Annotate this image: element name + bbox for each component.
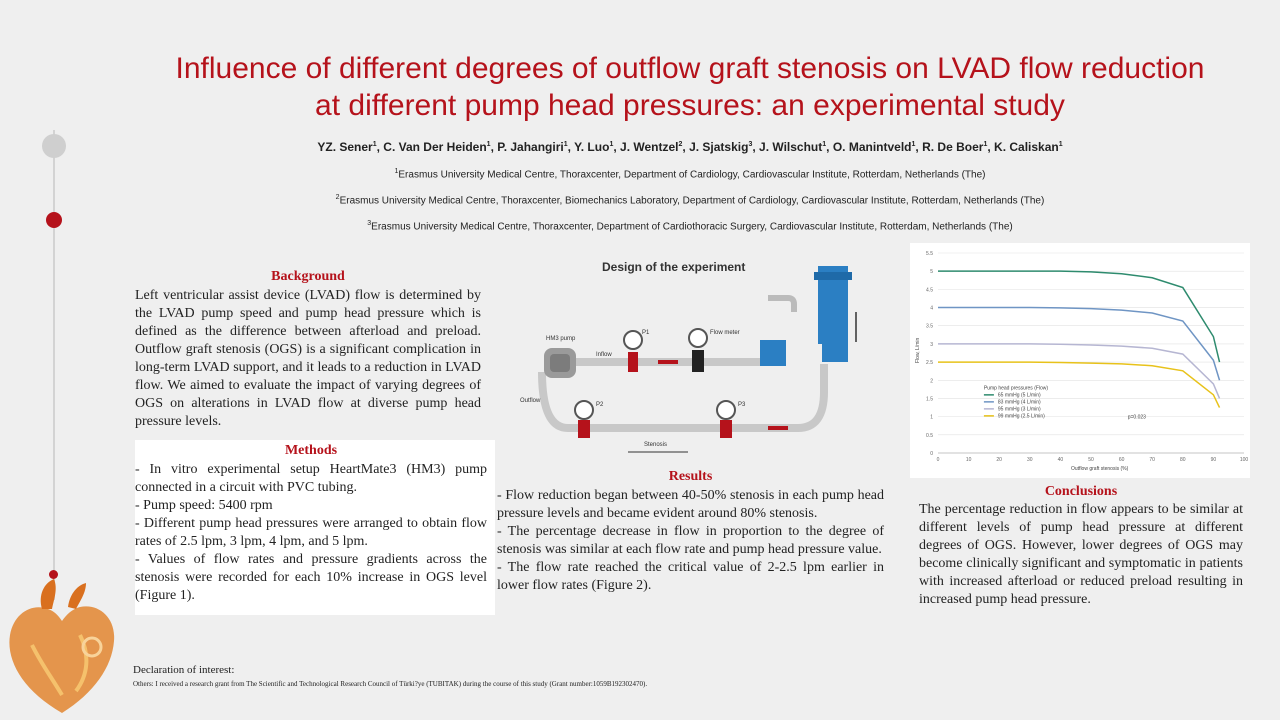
x-tick-label: 50 [1088,457,1094,463]
author-name: YZ. Sener$^1$ [317,140,377,154]
x-tick-label: 70 [1149,457,1155,463]
affiliation-1: $^1$Erasmus University Medical Centre, Thoraxcenter, Department of Cardiology, Cardiovascular Institute, Rotterdam, Netherlands (The) [394,168,986,181]
x-tick-label: 60 [1118,457,1125,463]
timeline-dot [42,134,66,158]
y-tick-label: 1 [930,414,933,421]
background-text: Left ventricular assist device (LVAD) flow is determined by the LVAD pump speed and pump head pressure which is defined as the difference between afterload and preload. Outflow graft stenosis (OGS) is a significant complication in long-term LVAD support, and it leads to a reduction in LVAD flow. We aimed to evaluate the impact of varying degrees of OGS on alterations in LVAD flow at diverse pump head pressure levels. [135,288,481,429]
p1-label: P1 [642,330,650,336]
y-tick-label: 3.5 [926,323,933,330]
y-tick-label: 2 [930,378,933,385]
declaration-text: Others: I received a research grant from The Scientific and Technological Research Council of Türki?ye (TUBITAK) during the course of this study (Grant number:1059B192302470). [133,680,648,688]
y-tick-label: 2.5 [926,360,933,367]
conclusions-heading: Conclusions [1044,484,1118,499]
affiliation-3: $^3$Erasmus University Medical Centre, Thoraxcenter, Department of Cardiothoracic Surgery, Cardiovascular Institute, Rotterdam, Netherlands (The) [367,220,1013,233]
background-heading: Background [271,269,345,284]
list-item: - Different pump head pressures were arranged to obtain flow rates of 2.5 lpm, 3 lpm, 4 lpm, and 5 lpm. [135,516,487,549]
y-tick-label: 5.5 [926,251,933,257]
list-item: - The percentage decrease in flow in proportion to the degree of stenosis was similar at each flow rate and pump head pressure value. [497,524,884,557]
flow-chart [910,243,1250,478]
x-tick-label: 100 [1239,457,1249,463]
methods-heading: Methods [284,443,338,458]
p3-label: P3 [738,402,746,408]
timeline-line [53,130,55,600]
list-item: - Pump speed: 5400 rpm [135,498,273,513]
y-tick-label: 4 [930,305,933,312]
flow-meter-label: Flow meter [710,330,740,336]
methods-list [135,461,487,605]
timeline-dot [46,212,62,228]
legend-label: 95 mmHg (3 L/min) [997,406,1041,413]
author-name: Y. Luo$^1$ [574,140,614,154]
y-tick-label: 5 [930,269,933,276]
y-tick-label: 3 [930,341,933,348]
author-name: J. Wentzel$^2$ [620,140,683,154]
conclusions-text: The percentage reduction in flow appears to be similar at different levels of pump head pressure at different degrees of OGS. However, lower degrees of OGS may become clinically significant and symptomatic in patients with increased afterload or reduced preload resulting in increased pump head pressure. [919,502,1243,607]
x-tick-label: 40 [1057,457,1064,463]
list-item: - In vitro experimental setup HeartMate3 (HM3) pump connected in a circuit with PVC tubing. [135,462,487,495]
list-item: - Flow reduction began between 40-50% stenosis in each pump head pressure levels and became evident around 80% stenosis. [497,488,884,521]
author-name: R. De Boer$^1$ [922,140,988,154]
stenosis-label: Stenosis [644,442,668,448]
legend-title: Pump head pressures (Flow) [983,385,1049,392]
x-axis-label: Outflow graft stenosis (%) [1071,466,1129,472]
heart-icon [2,575,122,720]
x-tick-label: 80 [1180,457,1186,463]
author-name: J. Sjatskig$^3$ [689,140,753,154]
list-item: - The flow rate reached the critical value of 2-2.5 lpm earlier in lower flow rates (Figure 2). [497,560,884,593]
author-name: O. Manintveld$^1$ [832,140,916,154]
author-name: P. Jahangiri$^1$ [497,140,568,154]
pump-label: HM3 pump [546,336,576,342]
x-tick-label: 20 [996,457,1002,463]
y-tick-label: 0.5 [926,432,933,439]
author-list: YZ. Sener$^1$, C. Van Der Heiden$^1$, P. Jahangiri$^1$, Y. Luo$^1$, J. Wentzel$^2$, J. Sjatskig$^3$, J. Wilschut$^1$, O. Manintveld$^1$, R. De Boer$^1$, K. Caliskan$^1$ [317,140,1063,154]
x-tick-label: 30 [1027,457,1033,463]
inflow-label: Inflow [596,352,612,358]
results-list [497,487,884,595]
author-name: J. Wilschut$^1$ [759,140,827,154]
author-name: C. Van Der Heiden$^1$ [383,140,491,154]
p-value-annotation: p=0.023 [1127,414,1146,421]
affiliation-2: $^2$Erasmus University Medical Centre, Thoraxcenter, Biomechanics Laboratory, Department of Cardiology, Cardiovascular Institute, Rotterdam, Netherlands (The) [335,194,1045,207]
list-item: - Values of flow rates and pressure gradients across the stenosis were recorded for each 10% increase in OGS level (Figure 1). [135,552,487,603]
legend-label: 83 mmHg (4 L/min) [997,399,1041,406]
outflow-label: Outflow [520,398,541,404]
x-tick-label: 0 [936,457,940,463]
p2-label: P2 [596,402,604,408]
y-tick-label: 1.5 [926,396,933,403]
x-tick-label: 10 [965,457,972,463]
legend-label: 99 mmHg (2.5 L/min) [997,413,1045,420]
declaration-heading: Declaration of interest: [133,664,235,676]
x-tick-label: 90 [1210,457,1217,463]
design-title: Design of the experiment [602,260,746,274]
legend-label: 65 mmHg (5 L/min) [997,392,1041,399]
results-heading: Results [668,469,713,484]
poster-title: Influence of different degrees of outflow graft stenosis on LVAD flow reduction at different pump head pressures: an experimental study [175,52,1205,122]
design-figure [498,252,876,467]
author-name: K. Caliskan$^1$ [994,140,1063,154]
y-tick-label: 0 [930,451,933,457]
y-axis-label: Flow, L/min [915,337,921,363]
y-tick-label: 4.5 [926,287,933,294]
